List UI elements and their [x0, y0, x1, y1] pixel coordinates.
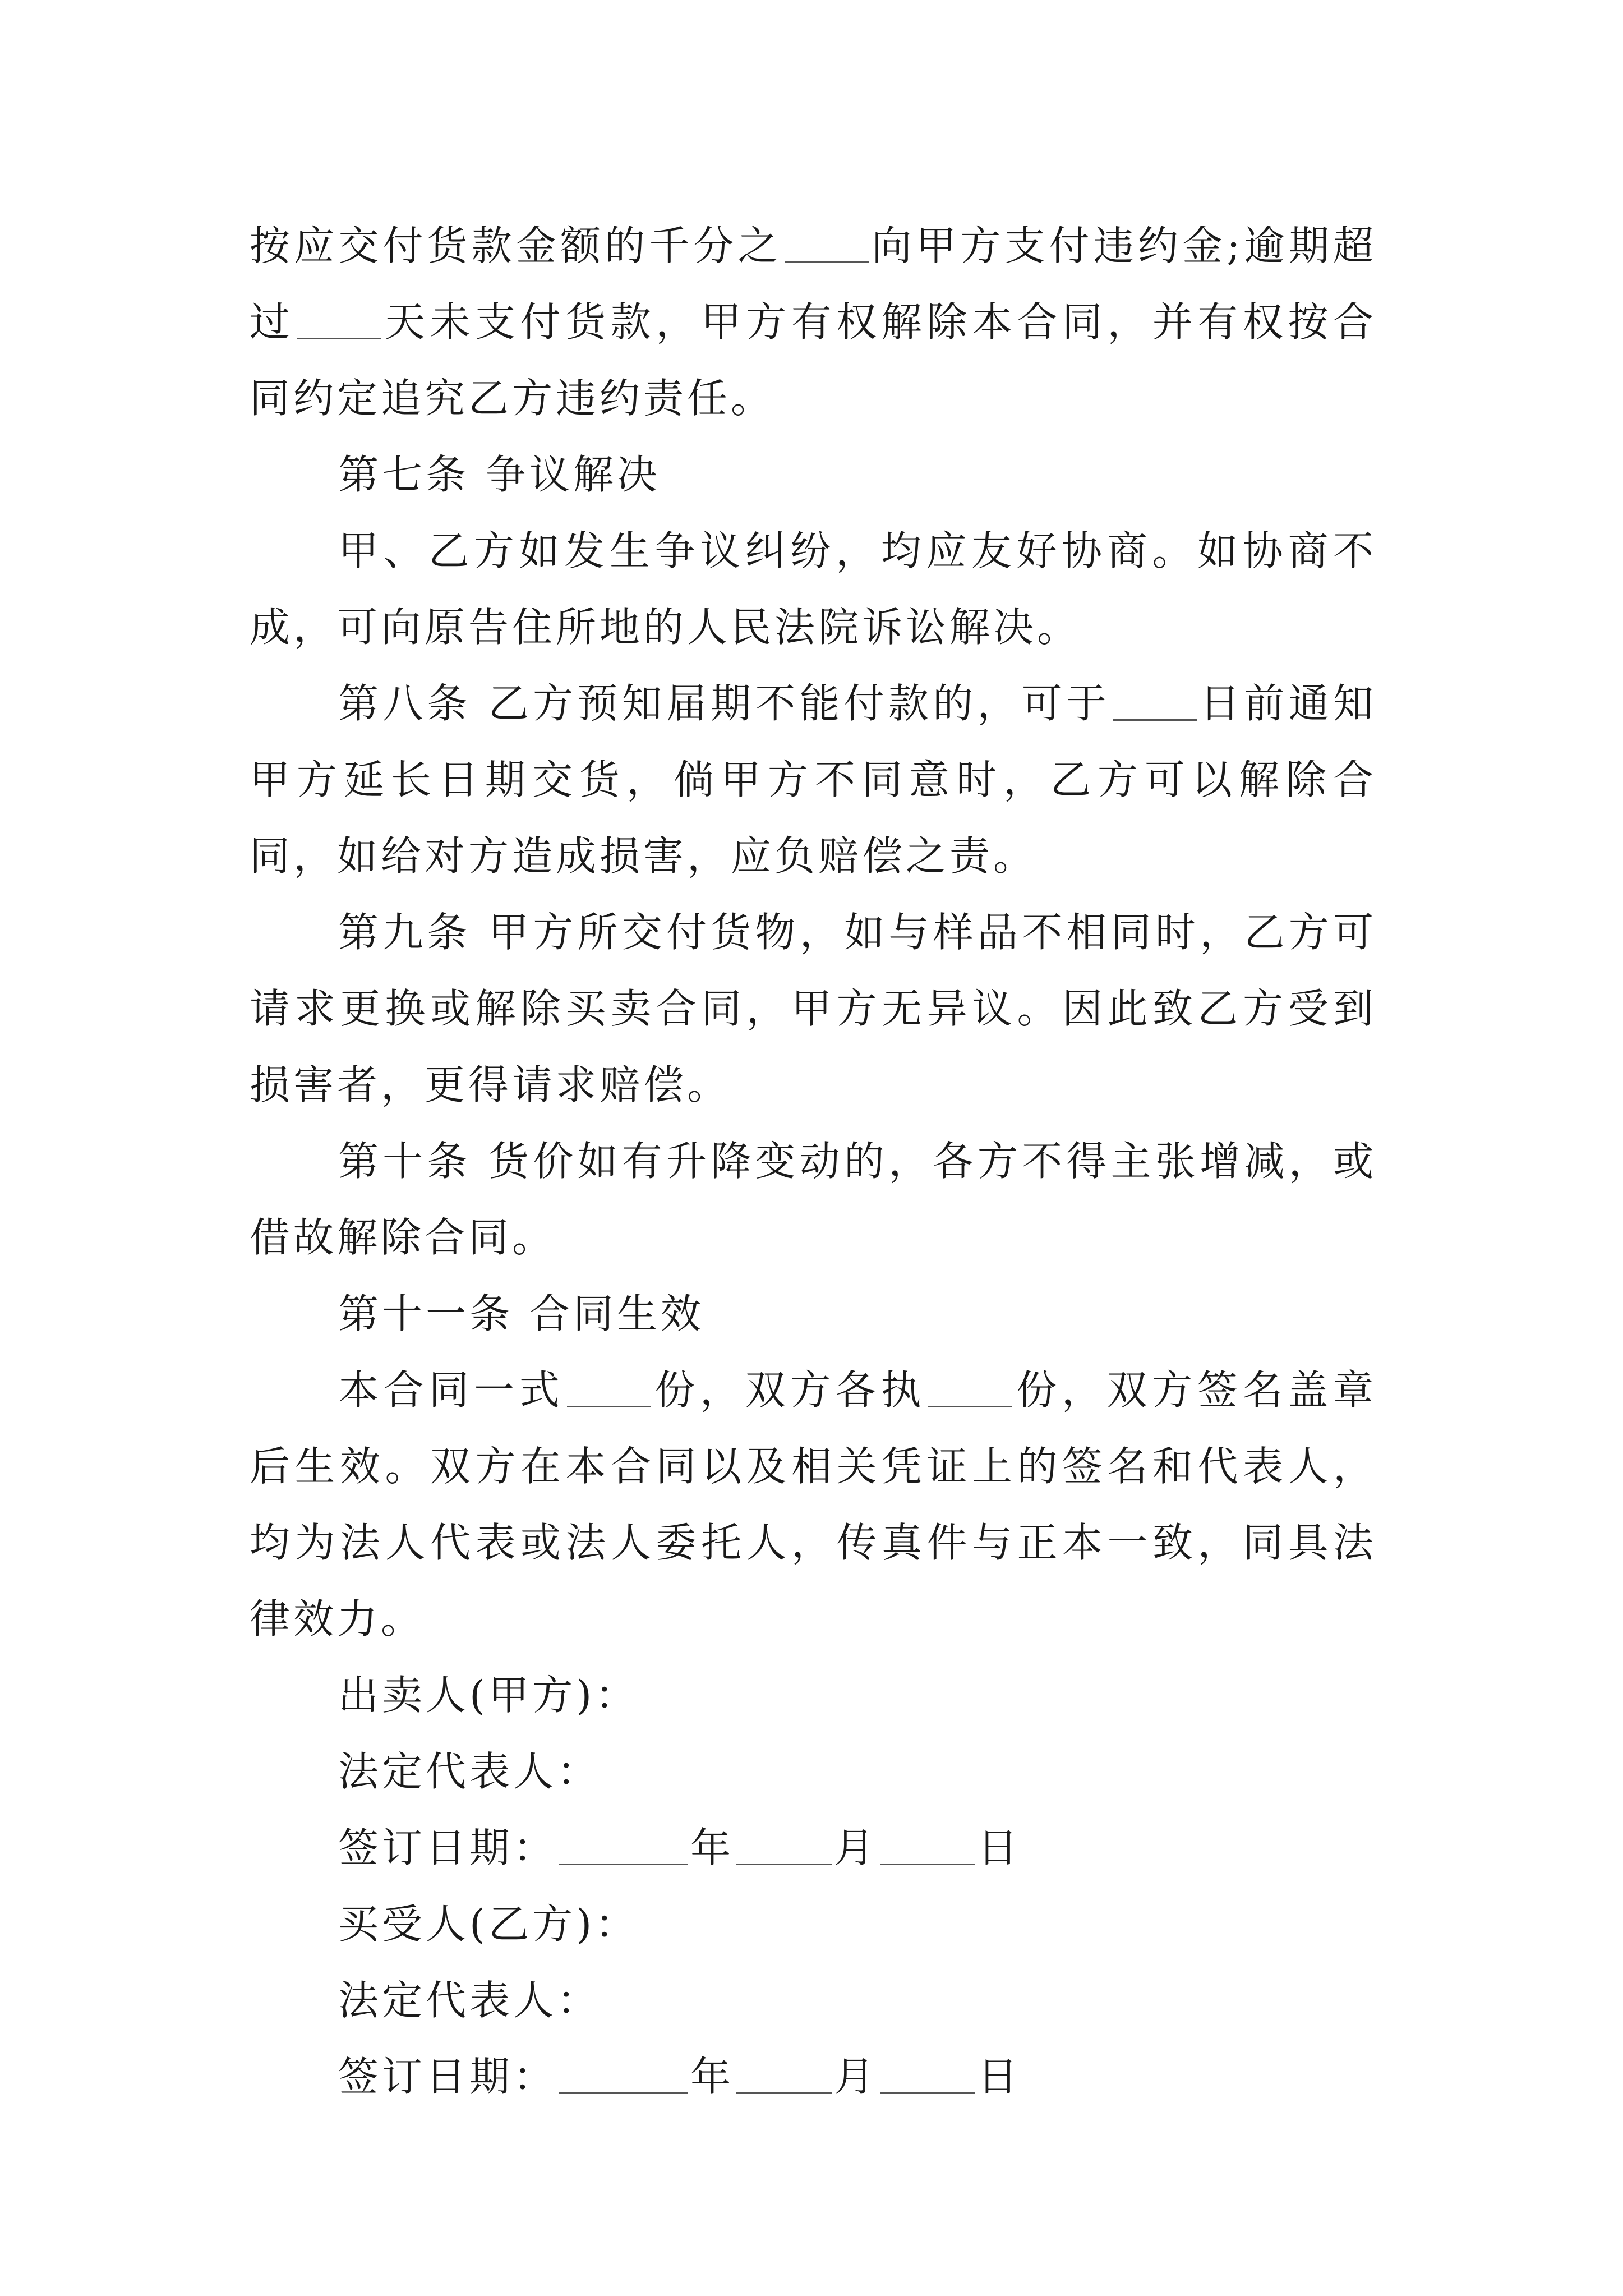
- seller-year-blank[interactable]: [559, 1823, 688, 1865]
- article6-tail-paragraph: [250, 208, 1377, 436]
- overdue-days-blank[interactable]: [297, 297, 381, 339]
- copies-total-blank[interactable]: [567, 1365, 651, 1407]
- buyer-rep-label: 法定代表人：: [338, 1977, 601, 2024]
- seller-year-label: 年: [690, 1824, 735, 1871]
- copies-each-blank[interactable]: [928, 1365, 1012, 1407]
- article11-title: 第十一条 合同生效: [338, 1290, 704, 1337]
- article9-paragraph: 第九条 甲方所交付货物，如与样品不相同时，乙方可请求更换或解除买卖合同，甲方无异议。因此致乙方受到损害者，更得请求赔偿。: [250, 909, 1377, 1108]
- article8-paragraph: [250, 665, 1377, 894]
- buyer-date-label: 签订日期：: [338, 2053, 557, 2100]
- article7-body: 甲、乙方如发生争议纠纷，均应友好协商。如协商不成，可向原告住所地的人民法院诉讼解决。: [250, 527, 1377, 651]
- article6-text-1: 按应交付货款金额的千分之: [250, 222, 782, 269]
- article8-text-2: 日前通知甲方延长日期交货，倘甲方不同意时，乙方可以解除合同，如给对方造成损害，应负赔偿之责。: [250, 680, 1377, 880]
- buyer-year-label: 年: [690, 2053, 735, 2100]
- buyer-day-label: 日: [978, 2053, 1022, 2100]
- seller-rep-label: 法定代表人：: [338, 1748, 601, 1795]
- buyer-month-label: 月: [834, 2053, 878, 2100]
- notice-days-blank[interactable]: [1113, 679, 1197, 721]
- buyer-day-blank[interactable]: [880, 2052, 975, 2094]
- seller-date-label: 签订日期：: [338, 1824, 557, 1871]
- article11-text-1: 本合同一式: [338, 1366, 565, 1414]
- seller-date-line: [250, 1810, 1377, 1886]
- buyer-year-blank[interactable]: [559, 2052, 688, 2094]
- buyer-date-line: [250, 2039, 1377, 2115]
- article7-title: 第七条 争议解决: [338, 451, 661, 498]
- permille-blank[interactable]: [785, 221, 869, 263]
- seller-label: 出卖人(甲方)：: [338, 1672, 639, 1719]
- article11-text-3: 份，双方签名盖章后生效。双方在本合同以及相关凭证上的签名和代表人，均为法人代表或法人委托人，传真件与正本一致，同具法律效力。: [250, 1366, 1377, 1642]
- buyer-month-blank[interactable]: [736, 2052, 832, 2094]
- contract-body: [250, 208, 1377, 2115]
- seller-month-label: 月: [834, 1824, 878, 1871]
- article6-text-3: 天未支付货款，甲方有权解除本合同，并有权按合同约定追究乙方违约责任。: [250, 298, 1377, 422]
- seller-month-blank[interactable]: [736, 1823, 832, 1865]
- article11-paragraph: [250, 1352, 1377, 1657]
- article10-paragraph: 第十条 货价如有升降变动的，各方不得主张增减，或借故解除合同。: [250, 1138, 1377, 1261]
- article6-text-2: 向甲方支付违约金;逾期超过: [250, 222, 1377, 346]
- seller-day-label: 日: [978, 1824, 1022, 1871]
- article11-text-2: 份，双方各执: [653, 1366, 926, 1414]
- seller-day-blank[interactable]: [880, 1823, 975, 1865]
- buyer-label: 买受人(乙方)：: [338, 1901, 639, 1948]
- article8-text-1: 第八条 乙方预知届期不能付款的，可于: [338, 680, 1111, 727]
